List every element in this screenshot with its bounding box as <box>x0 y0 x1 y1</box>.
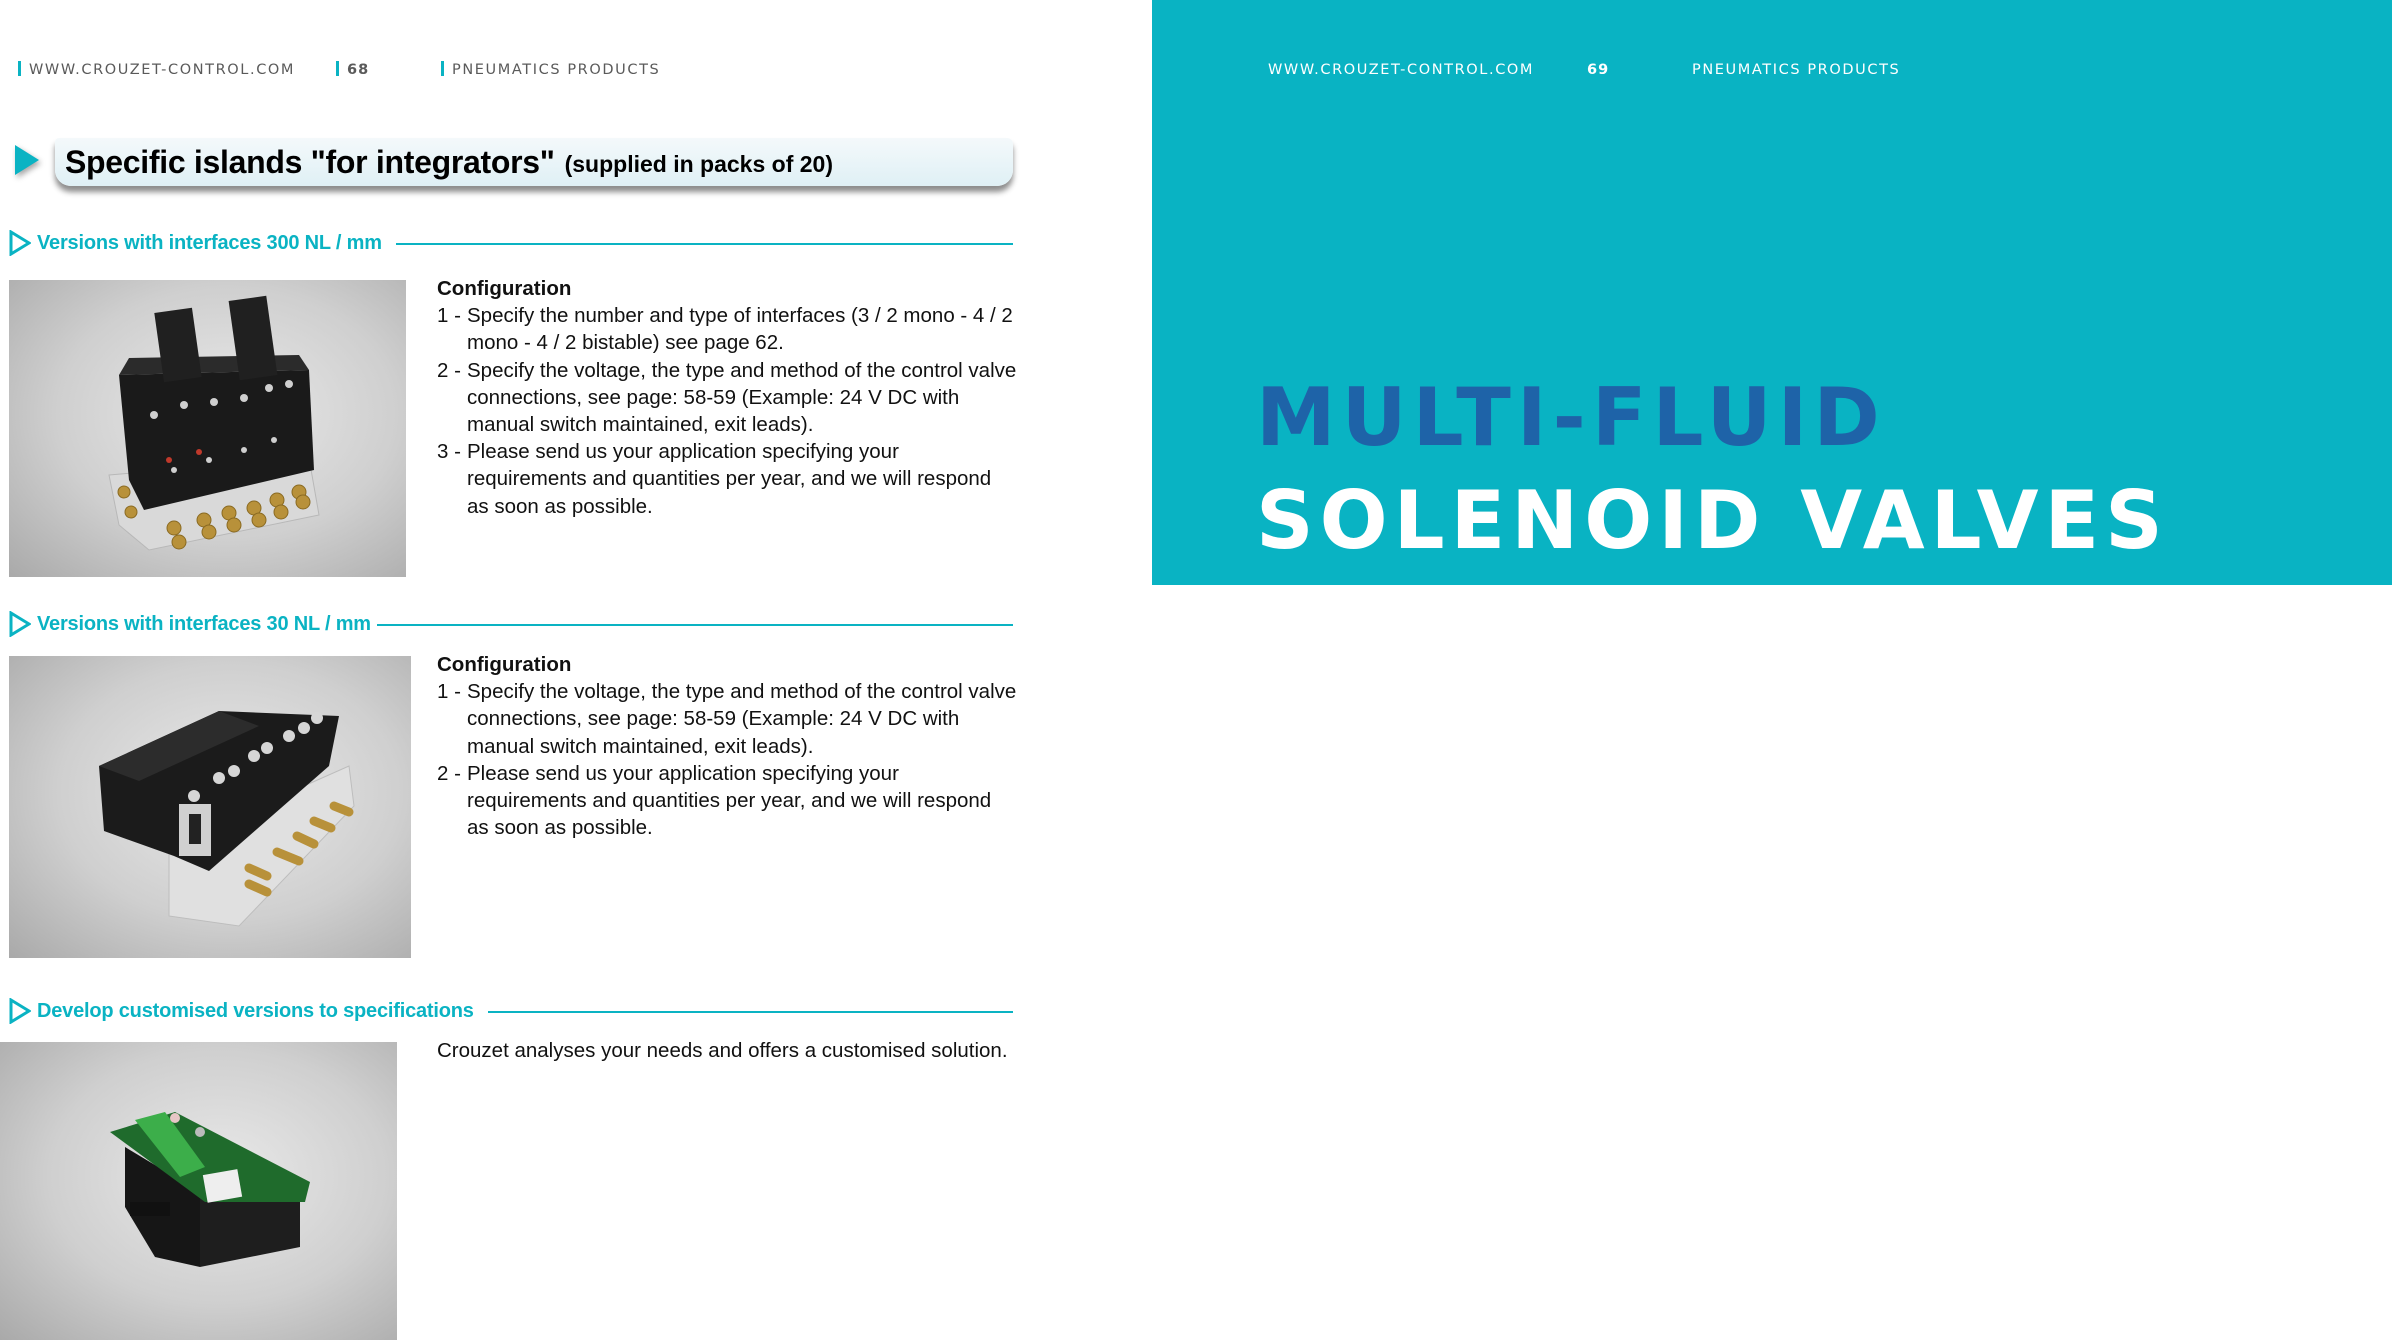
section-rule <box>488 1011 1013 1013</box>
step-number: 1 - <box>437 680 461 704</box>
configuration-title: Configuration <box>437 277 572 300</box>
section-heading-customised <box>9 998 1013 1024</box>
product-photo-300nl <box>9 280 406 577</box>
page-title-main: Specific islands "for integrators" <box>65 143 555 180</box>
configuration-step <box>437 678 1017 760</box>
customised-body-text: Crouzet analyses your needs and offers a customised solution. <box>437 1039 1008 1062</box>
valve-island-illustration <box>9 656 411 958</box>
step-text: Specify the voltage, the type and method of the control valve connections, see page: 58-59 (Example: 24 V DC with manual switch maintained, exit leads). <box>467 680 1017 758</box>
page-number-text: 68 <box>347 62 370 78</box>
configuration-block-30nl <box>437 651 1017 841</box>
header-section-text: PNEUMATICS PRODUCTS <box>452 62 661 78</box>
configuration-block-300nl <box>437 275 1017 520</box>
step-text: Specify the number and type of interfaces (3 / 2 mono - 4 / 2 mono - 4 / 2 bistable) see page 62. <box>467 304 1013 355</box>
step-number: 1 - <box>437 304 461 328</box>
left-header-url <box>18 60 295 80</box>
step-number: 2 - <box>437 358 461 382</box>
outline-triangle-icon <box>9 230 31 256</box>
section-heading-30nl <box>9 611 1013 637</box>
chapter-title-line-1: MULTI-FLUID <box>1256 371 1886 464</box>
right-header-section: PNEUMATICS PRODUCTS <box>1692 62 1901 78</box>
chapter-title-line-2: SOLENOID VALVES <box>1256 474 2169 567</box>
section-rule <box>377 624 1013 626</box>
outline-triangle-icon <box>9 998 31 1024</box>
title-play-arrow-icon <box>15 145 39 175</box>
step-number: 3 - <box>437 440 461 464</box>
configuration-step <box>437 357 1017 439</box>
product-photo-30nl <box>9 656 411 958</box>
product-photo-customised <box>0 1042 397 1340</box>
customised-description <box>437 1037 1017 1064</box>
header-divider <box>336 61 339 76</box>
left-header-section <box>441 60 660 80</box>
header-divider <box>441 61 444 76</box>
page-title-sub: (supplied in packs of 20) <box>564 151 833 177</box>
step-number: 2 - <box>437 761 461 785</box>
configuration-step <box>437 438 1017 520</box>
section-heading-300nl <box>9 230 1013 256</box>
configuration-title: Configuration <box>437 653 572 676</box>
right-header-page-number: 69 <box>1587 62 1610 78</box>
configuration-steps <box>437 678 1017 841</box>
step-text: Please send us your application specifying your requirements and quantities per year, and we will respond as soon as possible. <box>467 761 992 840</box>
custom-board-illustration <box>0 1042 397 1340</box>
left-header-page-number <box>336 60 369 80</box>
header-url-text: WWW.CROUZET-CONTROL.COM <box>29 62 296 78</box>
header-divider <box>18 61 21 76</box>
section-heading-text: Develop customised versions to specifications <box>37 999 474 1022</box>
section-heading-text: Versions with interfaces 30 NL / mm <box>37 612 371 635</box>
configuration-step <box>437 760 1017 842</box>
configuration-steps <box>437 302 1017 520</box>
outline-triangle-icon <box>9 611 31 637</box>
step-text: Specify the voltage, the type and method of the control valve connections, see page: 58-59 (Example: 24 V DC with manual switch maintained, exit leads). <box>467 358 1017 437</box>
configuration-step <box>437 302 1017 356</box>
section-heading-text: Versions with interfaces 300 NL / mm <box>37 231 382 254</box>
right-header-url: WWW.CROUZET-CONTROL.COM <box>1268 62 1535 78</box>
step-text: Please send us your application specifying your requirements and quantities per year, and we will respond as soon as possible. <box>467 440 992 518</box>
valve-island-illustration <box>9 280 406 577</box>
section-rule <box>396 243 1013 245</box>
page-title <box>55 138 1013 186</box>
